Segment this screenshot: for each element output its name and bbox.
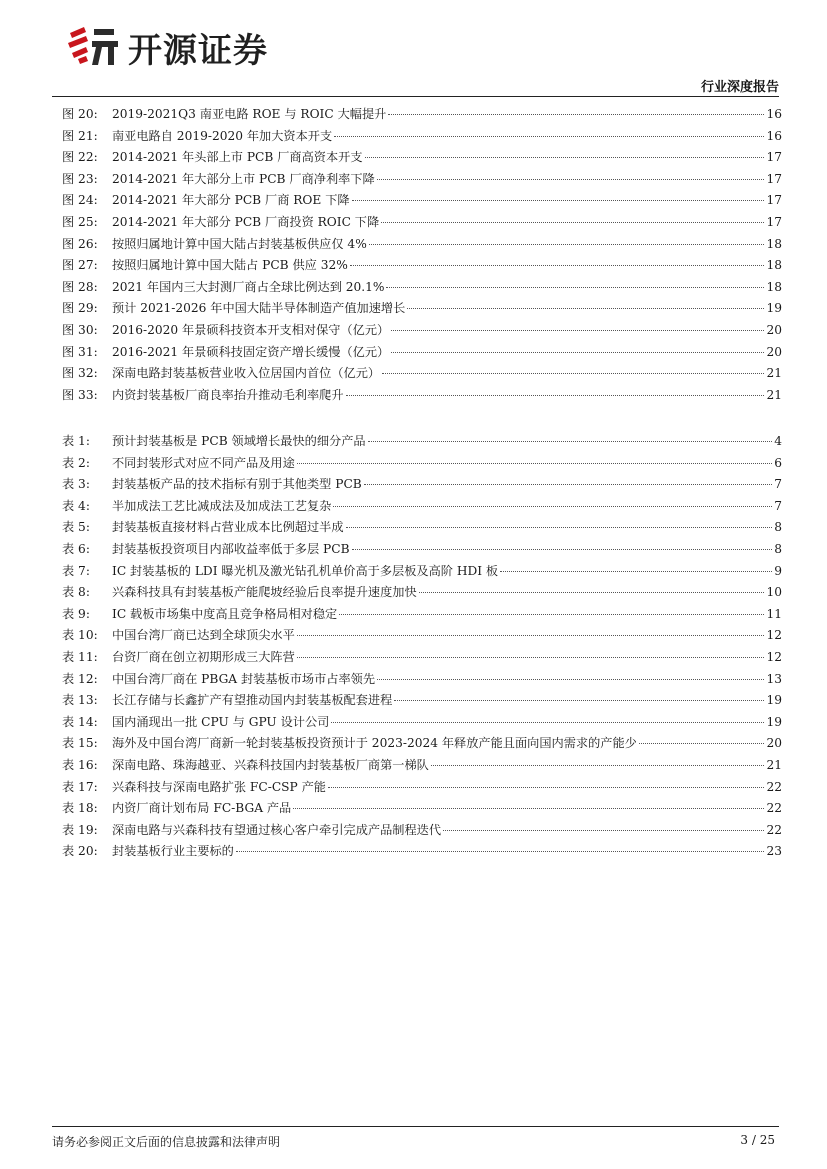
toc-num: 表 20: [62, 844, 98, 859]
toc-title: 深南电路与兴森科技有望通过核心客户牵引完成产品制程迭代 [112, 822, 442, 837]
toc-page: 20 [766, 322, 782, 337]
brand-logo [64, 22, 314, 72]
toc-page: 12 [766, 628, 782, 643]
toc-title: 半加成法工艺比减成法及加成法工艺复杂 [112, 498, 332, 513]
toc-leader [407, 308, 764, 309]
toc-num: 图 29: [62, 301, 98, 316]
toc-title: 封装基板投资项目内部收益率低于多层 PCB [112, 541, 350, 556]
toc-title: 内资封装基板厂商良率抬升推动毛利率爬升 [112, 387, 344, 402]
toc-leader [297, 657, 765, 658]
toc-row[interactable] [62, 320, 782, 342]
toc-title: 2014-2021 年大部分 PCB 厂商投资 ROIC 下降 [112, 214, 380, 229]
toc-leader [333, 506, 772, 507]
toc-leader [346, 395, 765, 396]
footer-disclaimer: 请务必参阅正文后面的信息披露和法律声明 [52, 1135, 281, 1149]
toc-page: 17 [766, 171, 782, 186]
toc-leader [297, 463, 772, 464]
toc-title: IC 载板市场集中度高且竞争格局相对稳定 [112, 606, 338, 621]
toc-leader [377, 679, 764, 680]
toc-title: 2014-2021 年大部分上市 PCB 厂商净利率下降 [112, 171, 375, 186]
toc-row[interactable] [62, 669, 782, 691]
toc-leader [443, 830, 764, 831]
toc-leader [293, 808, 764, 809]
toc-title: 深南电路、珠海越亚、兴森科技国内封装基板厂商第一梯队 [112, 757, 429, 772]
toc-page: 20 [766, 736, 782, 751]
toc-num: 表 6: [62, 541, 90, 556]
toc-row[interactable] [62, 820, 782, 842]
toc-leader [328, 787, 765, 788]
toc-row[interactable] [62, 777, 782, 799]
toc-leader [431, 765, 765, 766]
toc-row[interactable] [62, 561, 782, 583]
toc-row[interactable] [62, 126, 782, 148]
toc-num: 表 17: [62, 779, 98, 794]
toc-title: 2021 年国内三大封测厂商占全球比例达到 20.1% [112, 279, 385, 294]
toc-title: 按照归属地计算中国大陆占 PCB 供应 32% [112, 258, 348, 273]
figure-list [62, 104, 782, 406]
toc-num: 表 10: [62, 628, 98, 643]
toc-row[interactable] [62, 474, 782, 496]
toc-num: 图 20: [62, 107, 98, 121]
toc-page: 19 [766, 714, 782, 729]
toc-row[interactable] [62, 363, 782, 385]
toc-leader [334, 136, 764, 137]
toc-leader [346, 527, 773, 528]
toc-row[interactable] [62, 234, 782, 256]
toc-page: 4 [774, 434, 782, 448]
toc-row[interactable] [62, 212, 782, 234]
toc-leader [381, 222, 764, 223]
toc-page: 18 [766, 236, 782, 251]
toc-num: 图 23: [62, 171, 98, 186]
toc-row[interactable] [62, 841, 782, 863]
toc-leader [639, 743, 765, 744]
page-number: 3 / 25 [740, 1133, 775, 1147]
toc-page: 16 [766, 107, 782, 121]
toc-leader [331, 722, 764, 723]
toc-num: 表 2: [62, 455, 90, 470]
toc-page: 8 [774, 541, 782, 556]
toc-num: 表 19: [62, 822, 98, 837]
toc-title: 中国台湾厂商已达到全球顶尖水平 [112, 628, 295, 643]
toc-row[interactable] [62, 539, 782, 561]
toc-row[interactable] [62, 625, 782, 647]
report-type: 行业深度报告 [700, 80, 779, 95]
toc-page: 21 [766, 366, 782, 381]
toc-row[interactable] [62, 712, 782, 734]
toc-title: 2016-2021 年景硕科技固定资产增长缓慢（亿元） [112, 344, 390, 359]
toc-title: 中国台湾厂商在 PBGA 封装基板市场市占率领先 [112, 671, 376, 686]
toc-page: 18 [766, 279, 782, 294]
toc-leader [419, 592, 765, 593]
toc-page: 9 [774, 563, 782, 578]
toc-page: 20 [766, 344, 782, 359]
toc-num: 表 7: [62, 563, 90, 578]
toc-leader [368, 441, 773, 442]
toc-row[interactable] [62, 431, 782, 453]
toc-title: 内资厂商计划布局 FC-BGA 产品 [112, 801, 292, 816]
toc-title: 长江存储与长鑫扩产有望推动国内封装基板配套进程 [112, 693, 393, 708]
toc-page: 7 [774, 477, 782, 492]
toc-page: 13 [766, 671, 782, 686]
toc-title: 封装基板行业主要标的 [112, 844, 234, 859]
toc-num: 图 25: [62, 214, 98, 229]
toc-leader [500, 571, 772, 572]
toc-row[interactable] [62, 453, 782, 475]
toc-page: 22 [766, 779, 782, 794]
toc-row[interactable] [62, 604, 782, 626]
toc-page: 19 [766, 693, 782, 708]
toc-title: 2014-2021 年头部上市 PCB 厂商高资本开支 [112, 150, 363, 165]
toc-row[interactable] [62, 342, 782, 364]
toc-leader [352, 200, 765, 201]
toc-row[interactable] [62, 798, 782, 820]
kaiyuan-securities-logo-icon [64, 23, 124, 71]
toc-row[interactable] [62, 169, 782, 191]
toc-row[interactable] [62, 190, 782, 212]
toc-page: 23 [766, 844, 782, 859]
toc-title: 封装基板产品的技术指标有别于其他类型 PCB [112, 477, 362, 492]
toc-page: 21 [766, 387, 782, 402]
toc-row[interactable] [62, 385, 782, 407]
toc-leader [365, 157, 765, 158]
toc-num: 图 21: [62, 128, 98, 143]
toc-title: IC 封装基板的 LDI 曝光机及激光钻孔机单价高于多层板及高阶 HDI 板 [112, 563, 499, 578]
toc-leader [382, 373, 764, 374]
toc-row[interactable] [62, 517, 782, 539]
toc-num: 表 1: [62, 434, 90, 448]
toc-leader [364, 484, 773, 485]
toc-row[interactable] [62, 733, 782, 755]
toc-leader [386, 287, 764, 288]
toc-page: 21 [766, 757, 782, 772]
toc-title: 海外及中国台湾厂商新一轮封装基板投资预计于 2023-2024 年释放产能且面向国内需求的产能少 [112, 736, 637, 751]
toc-title: 封装基板直接材料占营业成本比例超过半成 [112, 520, 344, 535]
toc-title: 兴森科技与深南电路扩张 FC-CSP 产能 [112, 779, 326, 794]
toc-page: 19 [766, 301, 782, 316]
toc-page: 8 [774, 520, 782, 535]
toc-row[interactable] [62, 755, 782, 777]
footer-divider [52, 1126, 779, 1127]
brand-name: 开源证券 [128, 30, 268, 71]
toc-num: 表 15: [62, 736, 98, 751]
toc-leader [352, 549, 773, 550]
toc-title: 国内涌现出一批 CPU 与 GPU 设计公司 [112, 714, 330, 729]
toc-title: 台资厂商在创立初期形成三大阵营 [112, 649, 295, 664]
toc-leader [394, 700, 764, 701]
toc-title: 预计封装基板是 PCB 领域增长最快的细分产品 [112, 434, 366, 448]
toc-num: 表 9: [62, 606, 90, 621]
toc-leader [236, 851, 765, 852]
toc-num: 表 5: [62, 520, 90, 535]
toc-page: 17 [766, 193, 782, 208]
toc-leader [377, 179, 765, 180]
toc-num: 表 8: [62, 585, 90, 600]
toc-num: 图 30: [62, 322, 98, 337]
toc-leader [391, 330, 764, 331]
toc-num: 表 16: [62, 757, 98, 772]
toc-page: 6 [774, 455, 782, 470]
toc-title: 南亚电路自 2019-2020 年加大资本开支 [112, 128, 333, 143]
toc-title: 按照归属地计算中国大陆占封装基板供应仅 4% [112, 236, 367, 251]
toc-num: 表 18: [62, 801, 98, 816]
toc-page: 17 [766, 150, 782, 165]
toc-page: 17 [766, 214, 782, 229]
toc-page: 22 [766, 822, 782, 837]
toc-num: 图 32: [62, 366, 98, 381]
toc-row[interactable] [62, 298, 782, 320]
toc-row[interactable] [62, 104, 782, 126]
toc-row[interactable] [62, 255, 782, 277]
toc-num: 图 22: [62, 150, 98, 165]
toc-row[interactable] [62, 647, 782, 669]
toc-page: 18 [766, 258, 782, 273]
toc-title: 不同封装形式对应不同产品及用途 [112, 455, 295, 470]
toc-page: 22 [766, 801, 782, 816]
toc-leader [391, 352, 764, 353]
toc-num: 图 28: [62, 279, 98, 294]
toc-row[interactable] [62, 496, 782, 518]
toc-num: 图 33: [62, 387, 98, 402]
toc-row[interactable] [62, 582, 782, 604]
toc-num: 图 27: [62, 258, 98, 273]
toc-title: 深南电路封装基板营业收入位居国内首位（亿元） [112, 366, 381, 381]
toc-num: 图 24: [62, 193, 98, 208]
toc-title: 2016-2020 年景硕科技资本开支相对保守（亿元） [112, 322, 390, 337]
toc-num: 表 12: [62, 671, 98, 686]
toc-leader [369, 244, 765, 245]
toc-num: 表 11: [62, 649, 98, 664]
toc-leader [297, 635, 765, 636]
toc-page: 12 [766, 649, 782, 664]
toc-title: 预计 2021-2026 年中国大陆半导体制造产值加速增长 [112, 301, 406, 316]
toc-page: 7 [774, 498, 782, 513]
toc-leader [388, 114, 764, 115]
toc-row[interactable] [62, 277, 782, 299]
toc-leader [339, 614, 764, 615]
toc-num: 图 31: [62, 344, 98, 359]
header-divider [52, 96, 779, 97]
toc-page: 10 [766, 585, 782, 600]
toc-page: 16 [766, 128, 782, 143]
table-list [62, 431, 782, 863]
toc-num: 表 4: [62, 498, 90, 513]
toc-title: 兴森科技具有封装基板产能爬坡经验后良率提升速度加快 [112, 585, 417, 600]
toc-num: 表 3: [62, 477, 90, 492]
toc-row[interactable] [62, 690, 782, 712]
toc-num: 表 13: [62, 693, 98, 708]
toc-leader [350, 265, 765, 266]
toc-num: 图 26: [62, 236, 98, 251]
toc-num: 表 14: [62, 714, 98, 729]
toc-row[interactable] [62, 147, 782, 169]
toc-page: 11 [766, 606, 782, 621]
toc-title: 2019-2021Q3 南亚电路 ROE 与 ROIC 大幅提升 [112, 107, 387, 121]
toc-title: 2014-2021 年大部分 PCB 厂商 ROE 下降 [112, 193, 350, 208]
